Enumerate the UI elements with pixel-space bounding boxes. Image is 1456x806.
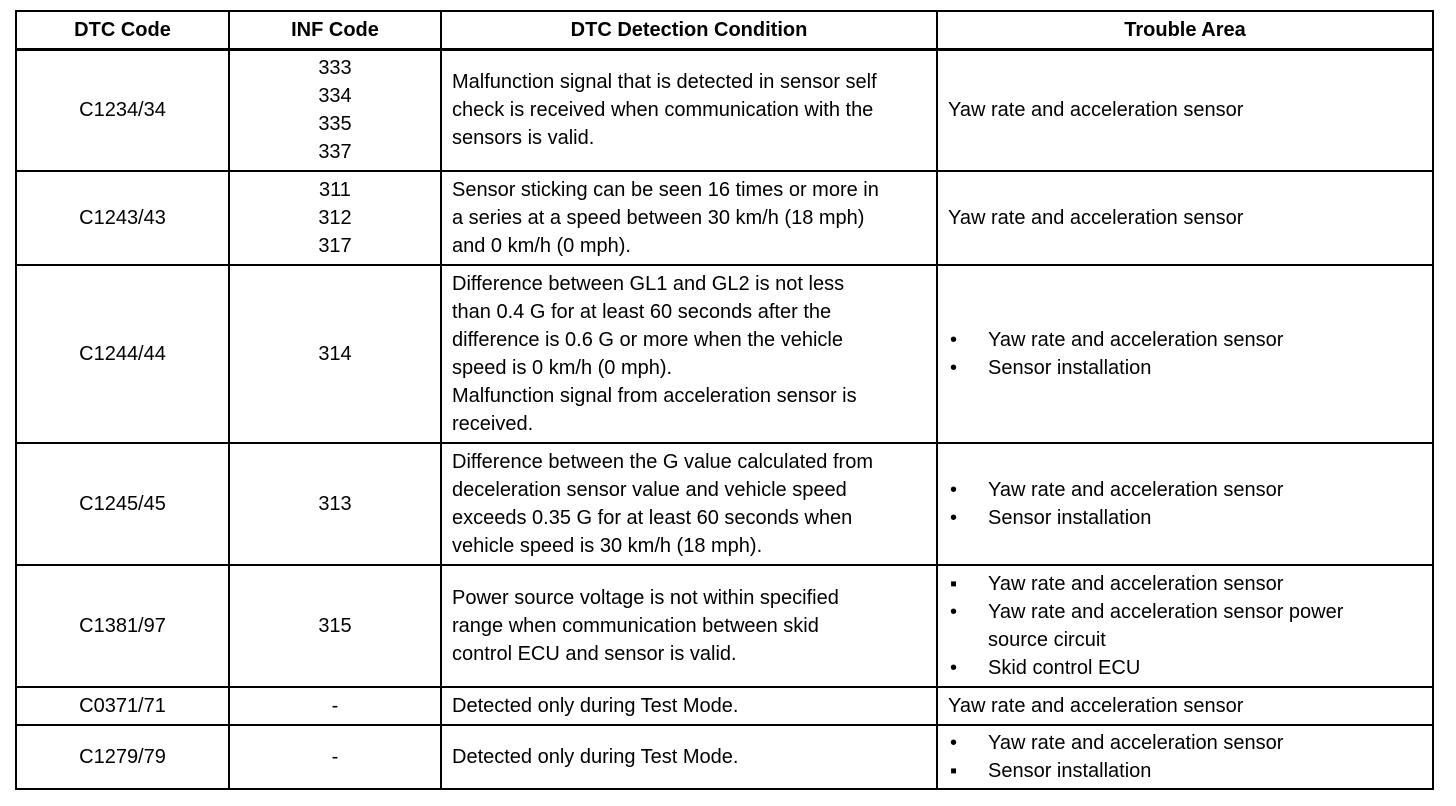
dtc-code-cell: C1279/79 (16, 725, 229, 789)
trouble-area-cell (937, 725, 1433, 789)
trouble-area-cell (937, 443, 1433, 565)
dtc-code-cell: C1245/45 (16, 443, 229, 565)
list-item-text: Sensor installation (988, 760, 1152, 782)
header-inf-code: INF Code (229, 11, 441, 49)
table-row (16, 171, 1433, 265)
detection-condition-cell: Malfunction signal that is detected in sensor self check is received when communication with the sensors is valid. (441, 49, 937, 171)
trouble-area-cell (937, 265, 1433, 443)
inf-code-cell: - (229, 687, 441, 725)
list-item-text: Yaw rate and acceleration sensor (988, 479, 1284, 501)
dtc-code-cell: C0371/71 (16, 687, 229, 725)
bullet-icon: ▪ (950, 760, 958, 782)
header-trouble-area: Trouble Area (937, 11, 1433, 49)
table-row (16, 725, 1433, 789)
list-item (948, 729, 1422, 757)
list-item (948, 757, 1422, 785)
list-item (948, 354, 1422, 382)
trouble-area-list (948, 326, 1422, 382)
trouble-area-cell (937, 565, 1433, 687)
dtc-code-cell: C1381/97 (16, 565, 229, 687)
list-item-text: Yaw rate and acceleration sensor (988, 329, 1284, 351)
bullet-icon: • (950, 479, 958, 501)
bullet-icon: • (950, 732, 958, 754)
header-dtc-code: DTC Code (16, 11, 229, 49)
bullet-icon: • (950, 657, 958, 679)
table-row (16, 565, 1433, 687)
dtc-code-cell: C1234/34 (16, 49, 229, 171)
detection-condition-cell: Detected only during Test Mode. (441, 687, 937, 725)
list-item (948, 598, 1422, 654)
dtc-code-cell: C1243/43 (16, 171, 229, 265)
list-item (948, 654, 1422, 682)
bullet-icon: • (950, 329, 958, 351)
detection-condition-cell: Detected only during Test Mode. (441, 725, 937, 789)
table-header-row (16, 11, 1433, 49)
bullet-icon: • (950, 357, 958, 379)
header-detection-condition: DTC Detection Condition (441, 11, 937, 49)
inf-code-cell: 333 334 335 337 (229, 49, 441, 171)
list-item-text: Yaw rate and acceleration sensor (988, 573, 1284, 595)
table-row (16, 687, 1433, 725)
list-item (948, 504, 1422, 532)
list-item-text: Sensor installation (988, 357, 1152, 379)
list-item-text: Yaw rate and acceleration sensor power source circuit (988, 601, 1344, 651)
trouble-area-cell: Yaw rate and acceleration sensor (937, 687, 1433, 725)
inf-code-cell: 313 (229, 443, 441, 565)
table-row (16, 49, 1433, 171)
trouble-area-cell: Yaw rate and acceleration sensor (937, 171, 1433, 265)
list-item (948, 476, 1422, 504)
dtc-code-cell: C1244/44 (16, 265, 229, 443)
trouble-area-list (948, 570, 1422, 682)
list-item (948, 326, 1422, 354)
bullet-icon: • (950, 601, 958, 623)
list-item (948, 570, 1422, 598)
list-item-text: Yaw rate and acceleration sensor (988, 732, 1284, 754)
table-row (16, 265, 1433, 443)
inf-code-cell: 315 (229, 565, 441, 687)
list-item-text: Sensor installation (988, 507, 1152, 529)
inf-code-cell: 314 (229, 265, 441, 443)
table-row (16, 443, 1433, 565)
detection-condition-cell: Difference between GL1 and GL2 is not less than 0.4 G for at least 60 seconds after the difference is 0.6 G or more when the vehicle speed is 0 km/h (0 mph). Malfunction signal from acceleration sensor is received. (441, 265, 937, 443)
inf-code-cell: - (229, 725, 441, 789)
detection-condition-cell: Sensor sticking can be seen 16 times or more in a series at a speed between 30 km/h (18 mph) and 0 km/h (0 mph). (441, 171, 937, 265)
trouble-area-list (948, 476, 1422, 532)
trouble-area-list (948, 729, 1422, 785)
trouble-area-cell: Yaw rate and acceleration sensor (937, 49, 1433, 171)
bullet-icon: ▪ (950, 573, 958, 595)
dtc-table (15, 10, 1434, 790)
detection-condition-cell: Power source voltage is not within specified range when communication between skid control ECU and sensor is valid. (441, 565, 937, 687)
inf-code-cell: 311 312 317 (229, 171, 441, 265)
detection-condition-cell: Difference between the G value calculated from deceleration sensor value and vehicle speed exceeds 0.35 G for at least 60 seconds when vehicle speed is 30 km/h (18 mph). (441, 443, 937, 565)
list-item-text: Skid control ECU (988, 657, 1141, 679)
bullet-icon: • (950, 507, 958, 529)
